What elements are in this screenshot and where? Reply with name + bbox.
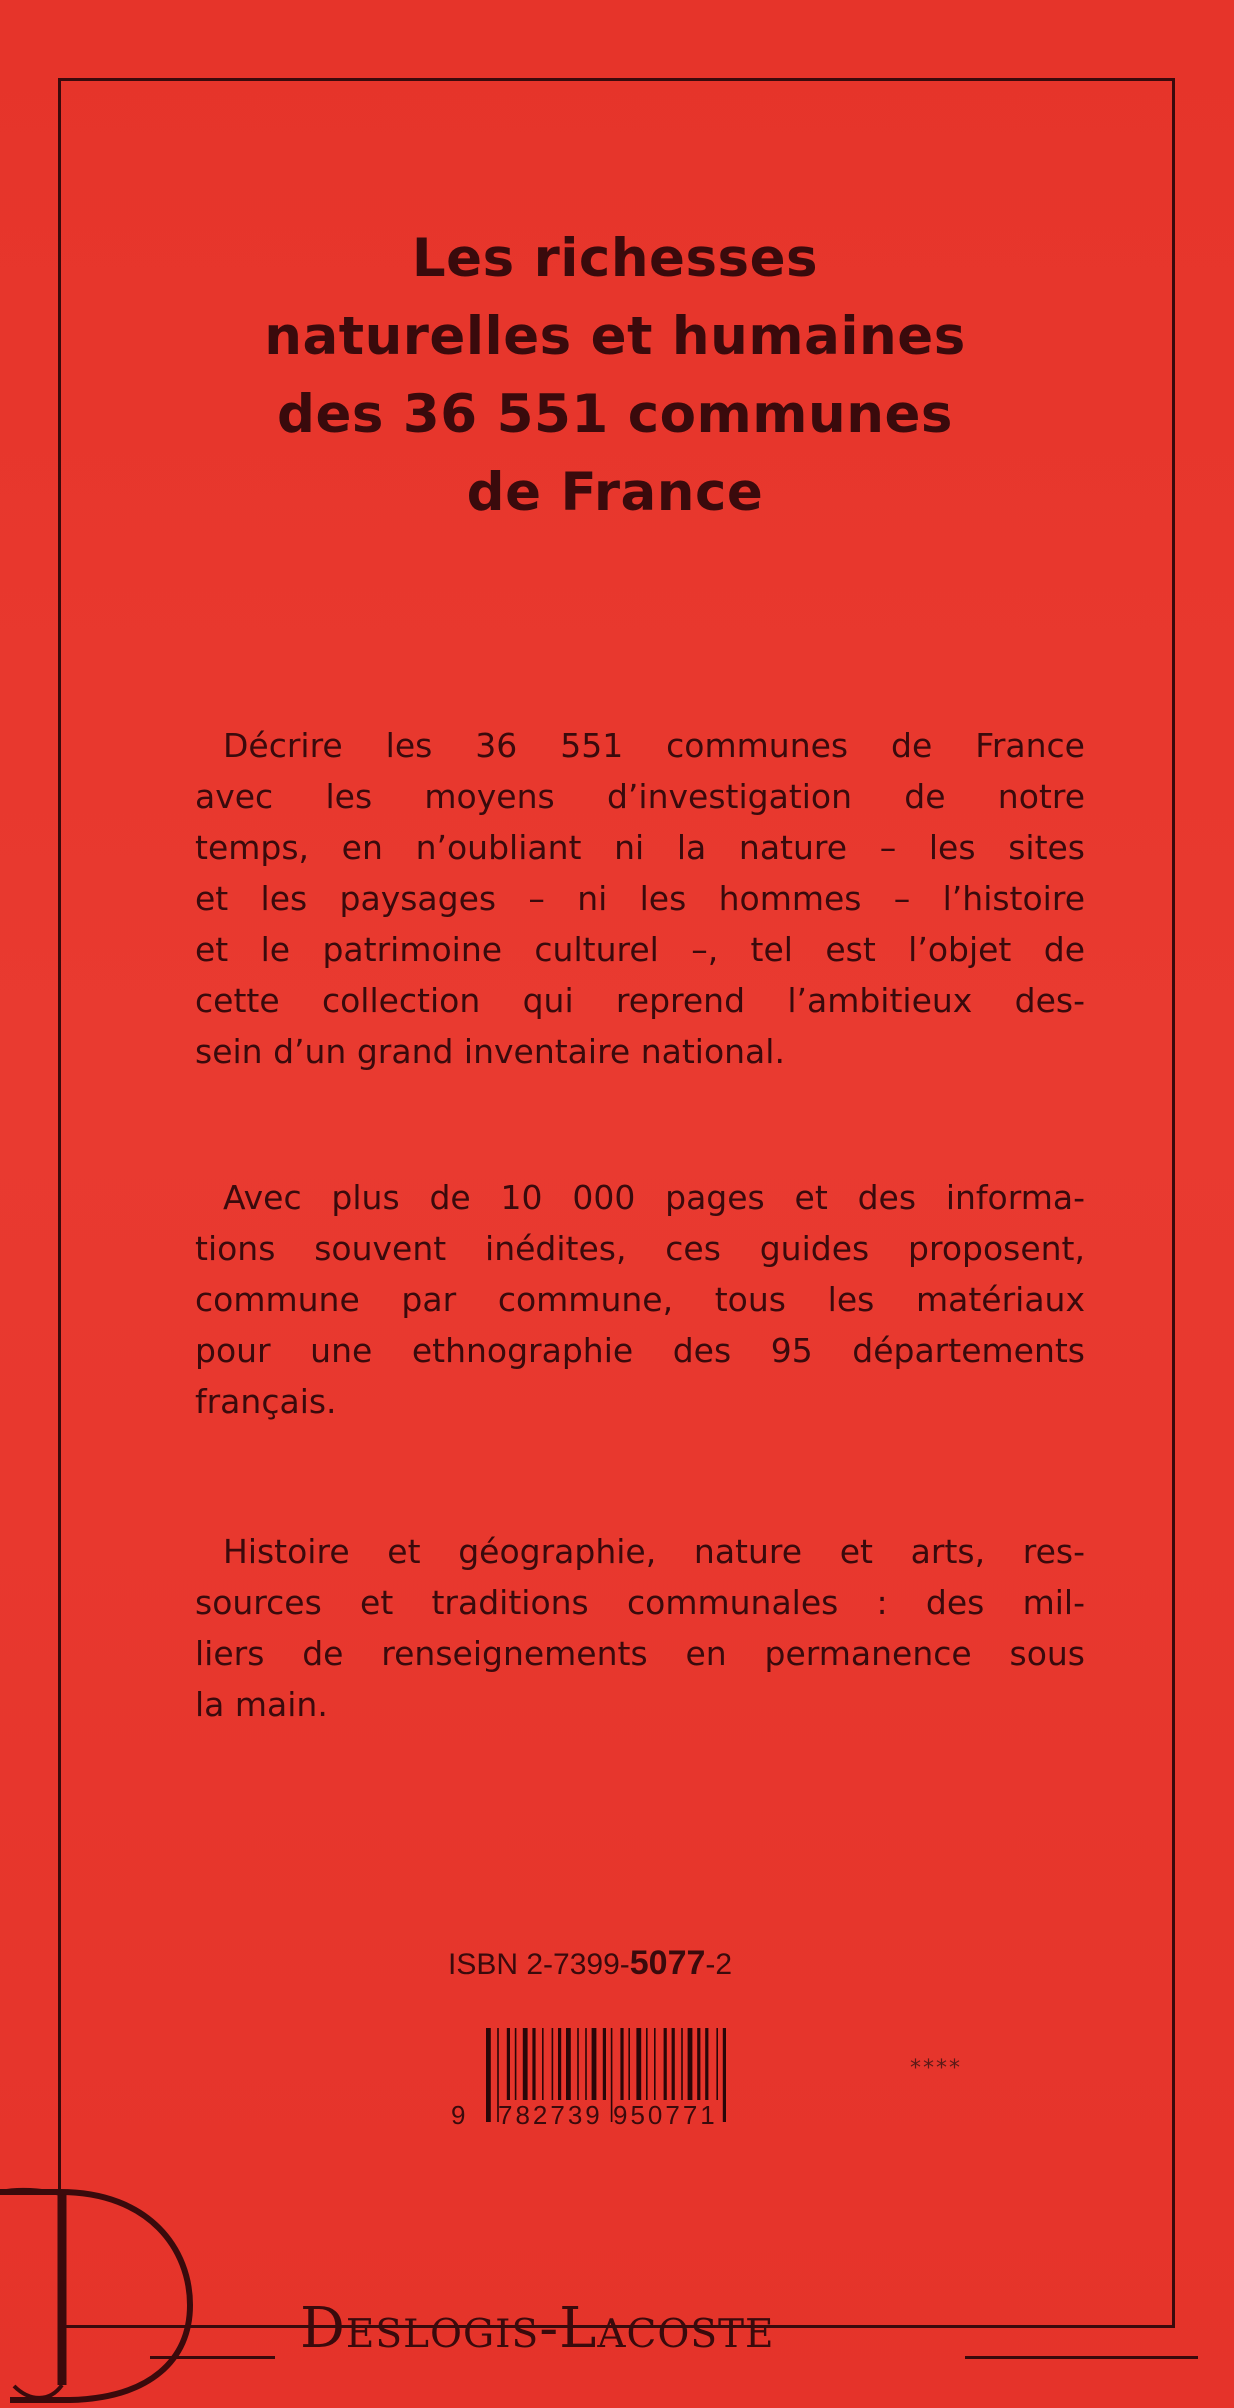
isbn-label [448,1944,732,1983]
paragraph-line: la main. [195,1685,328,1724]
barcode-bar [716,2028,718,2100]
paragraph-line: français. [195,1382,337,1421]
barcode-bar [603,2028,606,2100]
paragraph-line: tions souvent inédites, ces guides proposent, [195,1229,1085,1268]
barcode-bar [566,2028,571,2100]
publisher-rule-left [150,2356,275,2359]
cover-title [150,220,1080,532]
paragraph-line: temps, en n’oubliant ni la nature – les sites [195,828,1085,867]
barcode-bar [646,2028,648,2100]
barcode-bar [628,2028,630,2100]
barcode-bar [592,2028,597,2100]
paragraph-line: Histoire et géographie, nature et arts, res- [223,1532,1085,1571]
barcode-digits: 782739 950771 [498,2100,718,2130]
paragraph-line: sein d’un grand inventaire national. [195,1032,785,1071]
barcode-bar [688,2028,693,2100]
barcode-bar [620,2028,623,2100]
barcode-bar [558,2028,561,2100]
barcode-bar [697,2028,700,2100]
barcode-bar [585,2028,587,2100]
paragraph-line: liers de renseignements en permanence sous [195,1634,1085,1673]
barcode-bar [577,2028,579,2100]
barcode-bar [636,2028,641,2100]
paragraph-pages [195,1172,1085,1427]
barcode-bar [523,2028,528,2100]
paragraph-line: commune par commune, tous les matériaux [195,1280,1085,1319]
barcode-bar [486,2028,491,2122]
title-line: des 36 551 communes [277,384,953,445]
barcode-bar [681,2028,683,2100]
paragraph-line: pour une ethnographie des 95 départements [195,1331,1085,1370]
paragraph-line: cette collection qui reprend l’ambitieux des- [195,981,1085,1020]
barcode-first-digit: 9 [451,2100,469,2130]
paragraph-line: Avec plus de 10 000 pages et des informa- [223,1178,1085,1217]
barcode-bar [532,2028,535,2100]
barcode-bar [654,2028,656,2100]
barcode-bar [515,2028,517,2100]
paragraph-line: et les paysages – ni les hommes – l’histoire [195,879,1085,918]
rating-stars: **** [910,2056,962,2081]
publisher-rule-right [965,2356,1198,2359]
paragraph-line: Décrire les 36 551 communes de France [223,726,1085,765]
paragraph-history [195,1526,1085,1730]
title-line: de France [466,462,764,523]
paragraph-line: avec les moyens d’investigation de notre [195,777,1085,816]
title-line: naturelles et humaines [264,306,966,367]
isbn-prefix: ISBN 2-7399- [448,1948,630,1981]
barcode-bar [552,2028,554,2100]
paragraph-description [195,720,1085,1077]
isbn-suffix: -2 [705,1948,733,1981]
barcode-bar [723,2028,726,2122]
isbn-bold: 5077 [629,1944,706,1982]
paragraph-line: sources et traditions communales : des mil- [195,1583,1085,1622]
title-line: Les richesses [411,228,819,289]
barcode-bar [705,2028,708,2100]
paragraph-line: et le patrimoine culturel –, tel est l’objet de [195,930,1085,969]
barcode-bar [672,2028,675,2100]
publisher-logo-d-icon [0,2180,260,2408]
publisher-name: Deslogis-Lacoste [300,2296,775,2361]
barcode-bar [664,2028,667,2100]
barcode-bar [507,2028,510,2100]
barcode-bar [542,2028,544,2100]
